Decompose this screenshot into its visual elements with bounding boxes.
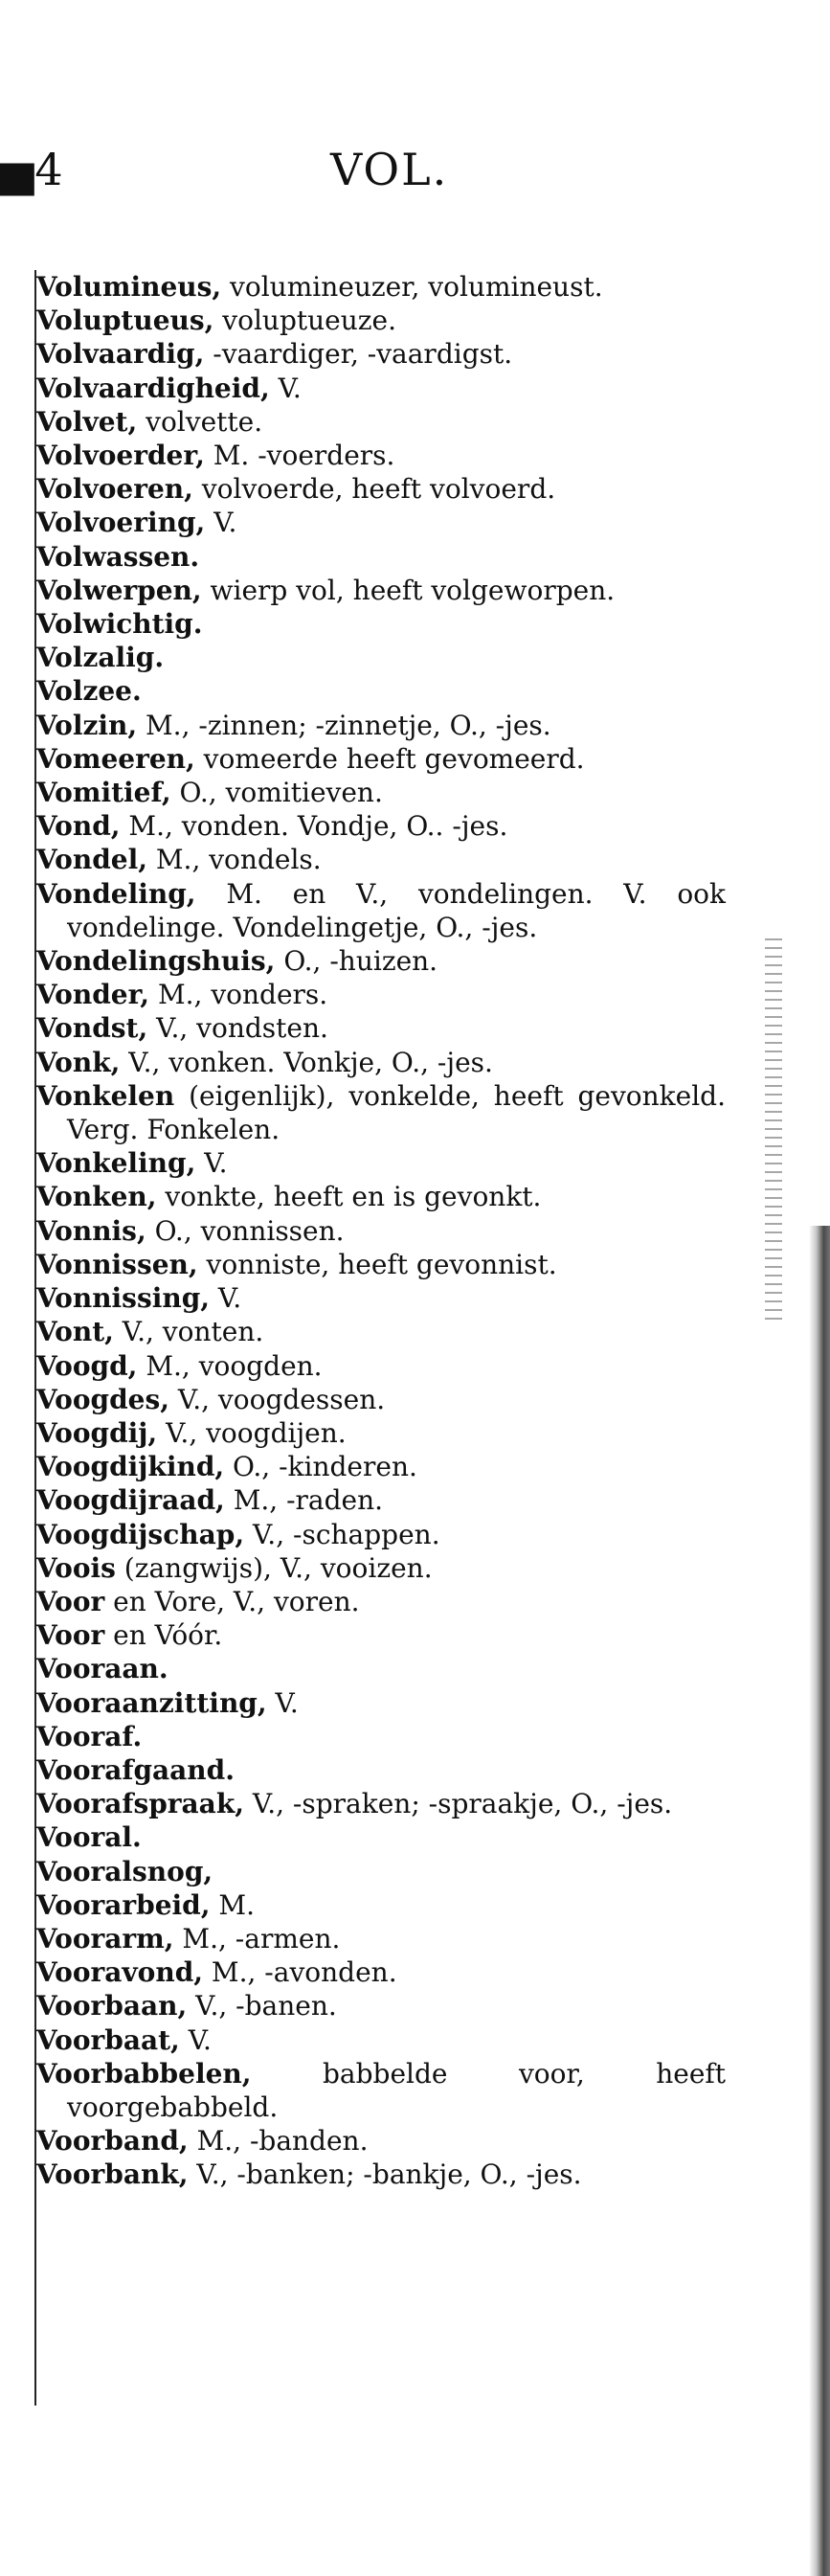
dictionary-entry — [36, 1483, 726, 1517]
dictionary-entry — [36, 607, 726, 641]
entry-definition: M. — [210, 1888, 255, 1921]
dictionary-entry — [36, 472, 726, 506]
entry-definition: babbelde voor, heeft voorgebabbeld. — [67, 2057, 726, 2123]
entry-definition: V., vondsten. — [147, 1012, 328, 1045]
entry-definition: M., -banden. — [188, 2125, 369, 2158]
dictionary-entry — [36, 1888, 726, 1922]
dictionary-entry — [36, 270, 726, 304]
dictionary-entry — [36, 1686, 726, 1720]
entry-definition: V., -banen. — [187, 1990, 337, 2022]
entry-definition: V. — [179, 2023, 212, 2056]
dictionary-entry — [36, 641, 726, 674]
entry-definition: -vaardiger, -vaardigst. — [204, 338, 513, 371]
dictionary-entry — [36, 1989, 726, 2022]
entry-definition: wierp vol, heeft volgeworpen. — [201, 574, 616, 606]
dictionary-entry — [36, 1652, 726, 1685]
entry-definition: voluptueuze. — [213, 305, 396, 337]
entry-definition: V., vonten. — [113, 1316, 264, 1348]
binding-edge — [809, 1226, 830, 2576]
running-head: VOL. — [330, 144, 449, 195]
dictionary-entry — [36, 1551, 726, 1585]
entry-definition: V., -schappen. — [244, 1518, 440, 1550]
entry-headword: Voois — [36, 1551, 116, 1584]
entry-definition: V., voogdijen. — [157, 1416, 347, 1449]
entry-headword: Voorbaat, — [36, 2023, 180, 2056]
dictionary-entry — [36, 1011, 726, 1045]
entry-definition: V. — [269, 372, 302, 404]
entry-headword: Vonken, — [36, 1181, 157, 1213]
dictionary-entry — [36, 674, 726, 708]
dictionary-entry — [36, 304, 726, 337]
dictionary-entry — [36, 776, 726, 809]
entry-headword: Vondelingshuis, — [36, 945, 276, 978]
dictionary-entry — [36, 1416, 726, 1450]
entry-headword: Voorbabbelen, — [36, 2057, 252, 2090]
entry-definition: en Vore, V., voren. — [104, 1585, 360, 1617]
entry-headword: Vonnissen, — [36, 1248, 198, 1280]
dictionary-entry — [36, 1618, 726, 1652]
dictionary-entry — [36, 1315, 726, 1348]
entry-definition: M., voogden. — [137, 1349, 323, 1382]
entry-definition: vonniste, heeft gevonnist. — [197, 1248, 557, 1280]
entry-headword: Voor — [36, 1585, 105, 1617]
entry-definition: volumineuzer, volumineust. — [221, 271, 603, 303]
entry-definition: M., vondels. — [146, 844, 322, 876]
entry-definition: en Vóór. — [104, 1619, 223, 1652]
dictionary-entry — [36, 843, 726, 876]
dictionary-entry — [36, 709, 726, 742]
entry-headword: Vond, — [36, 810, 121, 843]
dictionary-entry — [36, 405, 726, 439]
entry-headword: Volwerpen, — [36, 574, 202, 606]
entry-headword: Vondeling, — [36, 877, 196, 910]
dictionary-entry — [36, 540, 726, 574]
dictionary-entry — [36, 1518, 726, 1551]
entry-definition: O., vonnissen. — [146, 1214, 345, 1247]
entry-definition: M. -voerders. — [204, 440, 395, 472]
entry-headword: Vomeeren, — [36, 742, 195, 775]
entry-definition: vomeerde heeft gevomeerd. — [194, 742, 585, 775]
entry-headword: Volwassen. — [36, 540, 200, 573]
entry-headword: Volvet, — [36, 405, 138, 438]
dictionary-entry — [36, 1955, 726, 1989]
entry-headword: Vooraanzitting, — [36, 1686, 267, 1719]
dictionary-entry — [36, 2124, 726, 2158]
dictionary-entry — [36, 337, 726, 371]
dictionary-entry — [36, 1349, 726, 1383]
dictionary-entry — [36, 944, 726, 978]
entry-headword: Voogdijschap, — [36, 1518, 245, 1550]
entry-headword: Vonkelen — [36, 1079, 175, 1112]
entry-headword: Volvoeren, — [36, 473, 193, 506]
entry-definition: volvoerde, heeft volvoerd. — [192, 473, 556, 506]
entry-definition: vonkte, heeft en is gevonkt. — [156, 1181, 542, 1213]
dictionary-entry — [36, 1820, 726, 1854]
dictionary-entry — [36, 978, 726, 1011]
dictionary-entry — [36, 877, 726, 944]
dictionary-entry — [36, 1585, 726, 1618]
entry-headword: Vooraan. — [36, 1653, 168, 1685]
dictionary-entry — [36, 1248, 726, 1281]
entry-headword: Vonnissing, — [36, 1282, 211, 1315]
dictionary-entry — [36, 2057, 726, 2124]
entry-headword: Voorband, — [36, 2125, 189, 2158]
entry-headword: Vonkeling, — [36, 1147, 196, 1180]
entry-headword: Voogd, — [36, 1349, 138, 1382]
entry-headword: Voor — [36, 1619, 105, 1652]
entry-headword: Volvaardigheid, — [36, 372, 270, 404]
entry-headword: Voorafspraak, — [36, 1788, 244, 1820]
page-number: ▅4 — [0, 144, 64, 195]
entry-headword: Voorarm, — [36, 1922, 174, 1955]
dictionary-entry — [36, 506, 726, 539]
dictionary-entry — [36, 574, 726, 607]
dictionary-entry — [36, 2023, 726, 2057]
entry-definition: V. — [266, 1686, 299, 1719]
entry-headword: Volzin, — [36, 709, 138, 741]
entry-headword: Vondst, — [36, 1012, 148, 1045]
dictionary-entry — [36, 2158, 726, 2191]
entry-headword: Volvoering, — [36, 507, 206, 539]
entry-definition: V. — [210, 1282, 242, 1315]
dictionary-entries — [36, 270, 726, 2192]
entry-definition: O., -kinderen. — [224, 1451, 417, 1483]
entry-headword: Vonder, — [36, 979, 150, 1011]
dictionary-entry — [36, 809, 726, 843]
entry-headword: Volzee. — [36, 675, 142, 708]
entry-headword: Voogdes, — [36, 1383, 169, 1415]
entry-headword: Vont, — [36, 1316, 114, 1348]
entry-headword: Vonk, — [36, 1046, 121, 1078]
entry-headword: Vooral. — [36, 1821, 142, 1854]
entry-definition: (eigenlijk), vonkelde, heeft gevonkeld. Verg. Fonkelen. — [67, 1079, 726, 1146]
entry-headword: Volzalig. — [36, 642, 165, 674]
entry-definition: V., -spraken; -spraakje, O., -jes. — [243, 1788, 673, 1820]
dictionary-entry — [36, 372, 726, 405]
dictionary-entry — [36, 439, 726, 472]
entry-headword: Volvaardig, — [36, 338, 205, 371]
entry-headword: Volvoerder, — [36, 440, 205, 472]
entry-definition: M., vonders. — [149, 979, 328, 1011]
dictionary-entry — [36, 1922, 726, 1955]
entry-headword: Volumineus, — [36, 271, 222, 303]
entry-headword: Voorbaan, — [36, 1990, 188, 2022]
entry-definition: M., -avonden. — [203, 1956, 397, 1989]
entry-definition: M., -zinnen; -zinnetje, O., -jes. — [137, 709, 551, 741]
entry-headword: Voorarbeid, — [36, 1888, 211, 1921]
dictionary-entry — [36, 1214, 726, 1248]
entry-headword: Voogdij, — [36, 1416, 158, 1449]
entry-definition: V., -banken; -bankje, O., -jes. — [188, 2158, 582, 2191]
dictionary-entry — [36, 1180, 726, 1213]
entry-headword: Voorafgaand. — [36, 1753, 235, 1786]
dictionary-entry — [36, 1753, 726, 1787]
dictionary-entry — [36, 1855, 726, 1888]
entry-definition: M., vonden. Vondje, O.. -jes. — [120, 810, 508, 843]
dictionary-entry — [36, 742, 726, 776]
entry-headword: Vooravond, — [36, 1956, 204, 1989]
dictionary-entry — [36, 1720, 726, 1753]
entry-definition: O., vomitieven. — [170, 777, 383, 809]
entry-headword: Voogdijraad, — [36, 1484, 225, 1517]
dictionary-entry — [36, 1787, 726, 1820]
entry-definition: V. — [205, 507, 237, 539]
entry-headword: Vondel, — [36, 844, 147, 876]
entry-definition: V., vonken. Vonkje, O., -jes. — [120, 1046, 493, 1078]
entry-headword: Voorbank, — [36, 2158, 189, 2191]
entry-headword: Volwichtig. — [36, 608, 203, 641]
dictionary-entry — [36, 1079, 726, 1146]
entry-headword: Vooraf. — [36, 1720, 143, 1752]
dictionary-entry — [36, 1450, 726, 1483]
dictionary-entry — [36, 1383, 726, 1416]
entry-headword: Vooralsnog, — [36, 1855, 213, 1887]
binding-speckle — [765, 938, 782, 1322]
entry-definition: V. — [195, 1147, 228, 1180]
entry-definition: O., -huizen. — [275, 945, 438, 978]
entry-headword: Voluptueus, — [36, 305, 214, 337]
dictionary-entry — [36, 1046, 726, 1079]
entry-definition: (zangwijs), V., vooizen. — [115, 1551, 433, 1584]
dictionary-entry — [36, 1146, 726, 1180]
entry-headword: Vonnis, — [36, 1214, 146, 1247]
entry-definition: M. en V., vondelingen. V. ook vondelinge. Vondelingetje, O., -jes. — [67, 877, 726, 943]
entry-definition: V., voogdessen. — [169, 1383, 386, 1415]
entry-definition: M., -armen. — [173, 1922, 341, 1955]
entry-definition: volvette. — [137, 405, 263, 438]
entry-definition: M., -raden. — [224, 1484, 384, 1517]
entry-headword: Voogdijkind, — [36, 1451, 225, 1483]
dictionary-entry — [36, 1281, 726, 1315]
entry-headword: Vomitief, — [36, 777, 171, 809]
